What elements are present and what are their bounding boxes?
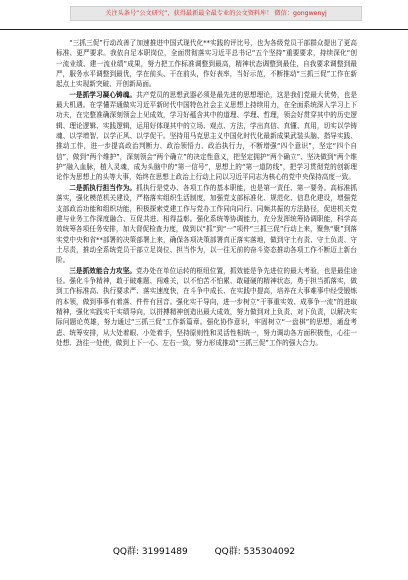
section-efficiency-heading: 三是抓效能合力攻坚。	[69, 266, 137, 275]
section-study-text: 共产党员的思想武器必须是最先进的思想理论，这是我们党最大优势，也是最大机遇。在学懂弄通做实习近平新时代中国特色社会主义思想上持续用力，在全面系统深入学习上下功夫，在完整准确深刻领会上见成效，学习好蕴含其中的道理、学理、哲理，领会好贯穿其中的历史逻辑、理论逻辑、实践逻辑，运用好体现其中的立场、观点、方法，学出真信、真懂、真用，切实以学铸魂、以学增智、以学正风、以学促干。坚持用马克思主义中国化时代化最新成果武装头脑、指导实践、推动工作，进一步提高政治判断力、政治领悟力、政治执行力，不断增强“四个意识”，坚定“四个自信”，做到“两个维护”，深刻领会“两个确立”的决定性意义，把坚定拥护“两个确立”、坚决做到“两个维护”融入血脉，植入灵魂，成为头脑中的“第一信号”，思想上的“第一道防线”，把学习贯彻党的创新理论作为思想上的头等大事，始终在思想上政治上行动上同以习近平同志为核心的党中央保持高度一致。	[56, 90, 357, 182]
header-divider	[0, 29, 408, 30]
section-execution-text: 抓执行是党办、各项工作的基本职能，也是第一责任、第一要务。高标准抓落实，强化模范机关建设，严格落实组织生活制度，加强党支部标准化、规范化、信息化建设，增强党支部政治功能和组织功能，积极探索党建工作与党办工作同向同行、同频共振的方法路径，促进机关党建与业务工作深度融合、互促共进、相得益彰。强化系统等协调能力，充分发挥统筹协调职能，科学高效统筹各项任务安排，加大督促检查力度，做到以“抓”到“一”项件“三抓三促”行动上来，聚焦“聚”到落实党中央和省**部署的决策部署上来，确保各项决策部署真正落实落地，做到守土有责、守土负责、守土尽责，推动全系统党员干部立足岗位、担当作为，以一往无前的奋斗姿态推动各项工作不断迈上新台阶。	[56, 183, 357, 265]
document-body	[56, 38, 357, 534]
intro-paragraph-text: “三抓三促”行动改善了加速推进中国式现代化**实践的评比号，也为各级党员干部群众提出了更高标准、更严要求。我依自足本职岗位，全面贯彻落实习近平总书记“五个坚持”重要要求，持续深化“创一流业绩、建一流业绩”成果，努力把工作标准调整到最高，精神状态调整到最佳，自我要求调整到最严，服务水平调整到最优，学在前头、干在前头，作好表率，当好示范，不断推动“三抓三促”工作在新起点上实现新突破、开创新局面。	[56, 39, 357, 89]
section-execution-paragraph	[56, 183, 357, 266]
section-study-paragraph	[56, 90, 357, 183]
header-banner: 关注头条号“公文研究”，获得最新最全最专业的公文资料库！ 微信：gongwenyj	[70, 6, 362, 21]
section-study-heading: 一是抓学习凝心铸魂。	[69, 90, 137, 99]
section-execution-heading: 二是抓执行担当作为。	[69, 183, 137, 192]
intro-paragraph	[56, 38, 357, 90]
footer-qq-group-1: QQ群: 31991489	[112, 547, 188, 557]
footer-contacts	[0, 545, 408, 559]
section-efficiency-paragraph	[56, 266, 357, 349]
footer-qq-group-2: QQ群: 535304092	[214, 547, 296, 557]
section-efficiency-text: 党办处在单位运转的枢纽位置，抓效能是争先进位的最大考验，也是最佳途径。强化斗争精神，敢于破难题、闯难关，以不怕苦不怕累、敢碰硬的精神状态，勇于担当抓落实，做到工作标准高、执行要求严、落实速度快，在斗争中成长、在实践中提高，培养在大事难事中经受锻炼的本领，做到事事有着落、件件有回音。强化实干导向，进一步树立“干事重实效、成事争一流”的进取精神，强化实践实干实绩导向，以拼搏精神创造出最大成效，努力做到对上负责、对下负责，以解决实际问题论英雄，努力通过“三抓三促”工作新篇章。强化协作意识，牢固树立“一盘棋”的思想，通盘考虑、统筹安排，从大处着眼、小处着手，坚持原则性和灵活性相统一，努力调动各方面积极性，心往一处想、劲往一处使，做到上下一心、左右一致，努力形成推动“三抓三促”工作的强大合力。	[56, 266, 357, 347]
